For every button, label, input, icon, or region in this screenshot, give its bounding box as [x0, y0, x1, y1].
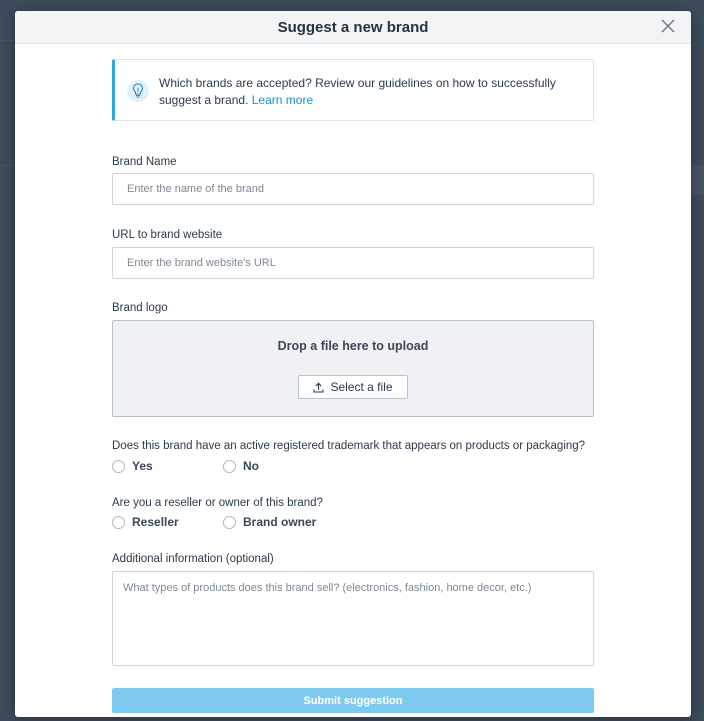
trademark-no-label: No — [243, 459, 259, 473]
select-file-button[interactable] — [298, 375, 408, 399]
guidelines-message: Which brands are accepted? Review our guidelines on how to successfully suggest a brand. — [159, 76, 556, 107]
modal-header — [15, 11, 691, 44]
submit-suggestion-button[interactable]: Submit suggestion — [112, 688, 594, 713]
radio-circle — [223, 460, 236, 473]
trademark-question: Does this brand have an active registered trademark that appears on products or packaging? — [112, 440, 586, 452]
close-button[interactable] — [661, 19, 677, 35]
logo-dropzone[interactable] — [112, 320, 594, 417]
additional-info-textarea[interactable] — [112, 571, 594, 666]
brand-name-label: Brand Name — [112, 156, 177, 168]
upload-icon — [313, 382, 324, 393]
modal-body — [112, 59, 594, 707]
guidelines-text — [159, 75, 581, 109]
brand-logo-label: Brand logo — [112, 302, 168, 314]
modal-title: Suggest a new brand — [277, 19, 429, 36]
brand-name-input[interactable] — [112, 173, 594, 205]
brand-owner-label: Brand owner — [243, 515, 317, 529]
close-icon — [661, 19, 675, 33]
radio-circle — [112, 460, 125, 473]
reseller-radio[interactable] — [112, 515, 179, 529]
lightbulb-icon — [127, 80, 149, 102]
suggest-brand-modal — [15, 11, 691, 717]
radio-circle — [112, 516, 125, 529]
trademark-no-radio[interactable] — [223, 459, 259, 473]
additional-info-label: Additional information (optional) — [112, 553, 274, 565]
learn-more-link[interactable]: Learn more — [251, 93, 314, 107]
trademark-yes-radio[interactable] — [112, 459, 153, 473]
radio-circle — [223, 516, 236, 529]
role-question: Are you a reseller or owner of this brand? — [112, 497, 323, 509]
url-input[interactable] — [112, 247, 594, 279]
guidelines-info-box — [112, 59, 594, 121]
brand-owner-radio[interactable] — [223, 515, 316, 529]
url-label: URL to brand website — [112, 229, 223, 241]
dropzone-text: Drop a file here to upload — [277, 339, 429, 353]
select-file-label: Select a file — [330, 380, 393, 394]
reseller-label: Reseller — [132, 515, 179, 529]
trademark-yes-label: Yes — [132, 459, 153, 473]
